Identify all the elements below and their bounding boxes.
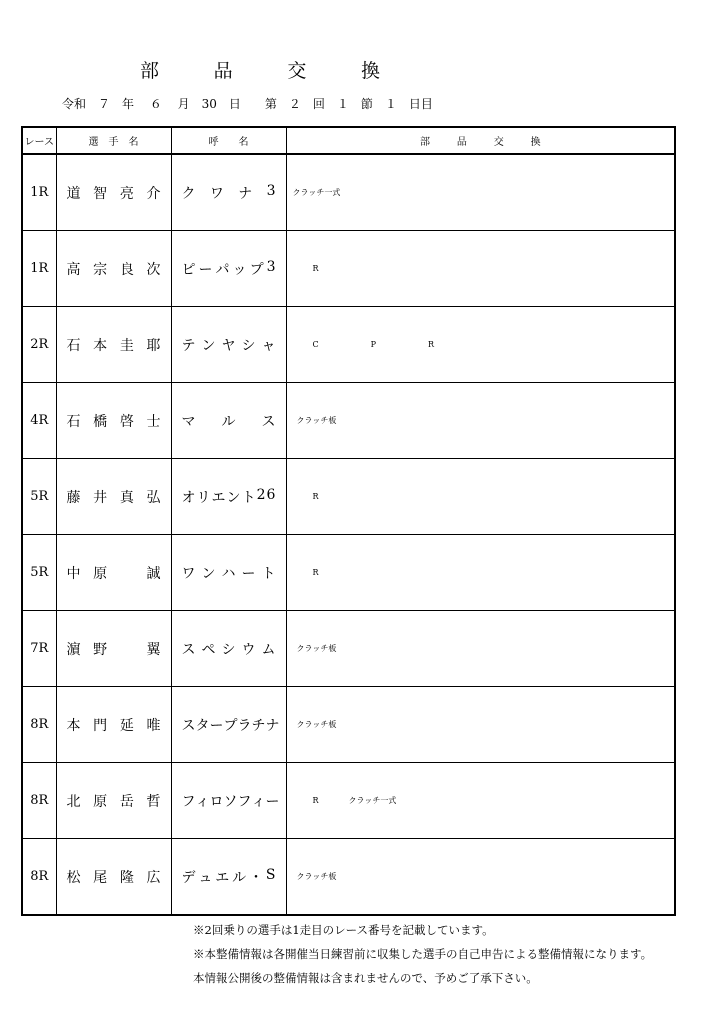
table-row (22, 611, 675, 687)
call-name (171, 154, 286, 231)
race-number: 5R (22, 459, 56, 535)
call-name-char: ウ (241, 641, 256, 658)
footnotes (193, 918, 652, 990)
player-name (56, 307, 171, 383)
race-number: 1R (22, 231, 56, 307)
call-name-char: ー (265, 793, 280, 810)
player-name-char: 尾 (93, 869, 108, 886)
player-name-char: 介 (146, 185, 161, 202)
call-name-char: シ (221, 641, 236, 658)
player-name-char: 野 (93, 641, 108, 658)
header-parts-exchange (286, 127, 675, 154)
table-row (22, 459, 675, 535)
call-name-char: 3 (266, 258, 276, 275)
call-name-char: テ (181, 337, 196, 354)
race-number: 7R (22, 611, 56, 687)
title-char: 部 (140, 60, 160, 82)
call-name-char: エ (215, 869, 230, 886)
player-name (56, 839, 171, 916)
call-name-char: ム (261, 641, 276, 658)
header-parts-char: 交 (493, 137, 504, 148)
parts-exchange (286, 383, 675, 459)
player-name-char: 北 (66, 793, 81, 810)
call-name-char: 2 (256, 486, 266, 503)
part-item: R (312, 492, 319, 501)
part-item: クラッチ板 (296, 720, 337, 729)
call-name-char: ペ (201, 641, 216, 658)
player-name-char: 中 (66, 565, 81, 582)
race-number: 2R (22, 307, 56, 383)
session-info: 令和 ７ 年 ６ 月 30 日 第 ２ 回 １ 節 １ 日目 (62, 97, 433, 111)
header-race: レース (22, 127, 56, 154)
call-name-char: ピ (181, 261, 196, 278)
call-name-char: マ (181, 413, 196, 430)
parts-exchange (286, 231, 675, 307)
player-name-char: 翼 (146, 641, 161, 658)
parts-exchange (286, 307, 675, 383)
player-name (56, 687, 171, 763)
player-name-char: 智 (93, 185, 108, 202)
table-row (22, 535, 675, 611)
player-name-char: 石 (66, 413, 81, 430)
parts-exchange (286, 687, 675, 763)
race-number: 8R (22, 687, 56, 763)
part-item: R (312, 568, 319, 577)
player-name-char: 延 (119, 717, 134, 734)
call-name-char: ワ (209, 185, 224, 202)
player-name (56, 383, 171, 459)
player-name (56, 535, 171, 611)
parts-exchange (286, 535, 675, 611)
parts-exchange (286, 154, 675, 231)
player-name-char: 本 (93, 337, 108, 354)
call-name-char: チ (251, 717, 266, 734)
player-name-char: 広 (146, 869, 161, 886)
header-parts-char: 品 (456, 137, 467, 148)
call-name-char: ル (232, 869, 247, 886)
title-char: 交 (287, 60, 307, 82)
title-char: 品 (213, 60, 233, 82)
player-name-char: 濵 (66, 641, 81, 658)
footnote-line: ※2回乗りの選手は1走目のレース番号を記載しています。 (193, 923, 494, 937)
player-name-char: 原 (93, 565, 108, 582)
call-name-char: ン (226, 489, 241, 506)
header-call-name: 呼 名 (171, 127, 286, 154)
part-item: クラッチ一式 (348, 796, 397, 805)
call-name-char: ュ (198, 869, 213, 886)
table-row (22, 154, 675, 231)
call-name (171, 459, 286, 535)
player-name (56, 763, 171, 839)
call-name-char: ナ (265, 717, 280, 734)
call-name-char: 3 (266, 182, 276, 199)
part-item: C (312, 340, 319, 349)
call-name-char: パ (215, 261, 230, 278)
part-item: R (312, 796, 319, 805)
call-name-char: エ (211, 489, 226, 506)
call-name-char: フ (181, 793, 196, 810)
player-name-char: 高 (66, 261, 81, 278)
player-name-char: 士 (146, 413, 161, 430)
part-item: クラッチ板 (296, 644, 337, 653)
call-name-char: オ (181, 489, 196, 506)
race-number: 8R (22, 763, 56, 839)
call-name-char: ャ (261, 337, 276, 354)
table-header-row (22, 127, 675, 154)
call-name-char: フ (237, 793, 252, 810)
call-name (171, 231, 286, 307)
call-name-char: ー (209, 717, 224, 734)
player-name-char: 宗 (93, 261, 108, 278)
table-row (22, 231, 675, 307)
race-number: 5R (22, 535, 56, 611)
part-item: P (370, 340, 377, 349)
player-name-char: 橋 (93, 413, 108, 430)
player-name-char: 圭 (119, 337, 134, 354)
call-name-char: ス (261, 413, 276, 430)
player-name-char: 岳 (119, 793, 134, 810)
call-name-char: プ (223, 717, 238, 734)
call-name-char: ル (221, 413, 236, 430)
call-name-char: ッ (232, 261, 247, 278)
call-name-char: ス (181, 717, 196, 734)
player-name-char: 隆 (119, 869, 134, 886)
footnote-line: ※本整備情報は各開催当日練習前に収集した選手の自己申告による整備情報になります。 (193, 947, 653, 961)
call-name-char: リ (196, 489, 211, 506)
call-name (171, 307, 286, 383)
call-name (171, 839, 286, 916)
call-name-char: シ (241, 337, 256, 354)
player-name-char: 藤 (66, 489, 81, 506)
player-name-char (120, 639, 134, 659)
call-name (171, 383, 286, 459)
call-name-char: ラ (237, 717, 252, 734)
part-item: R (312, 264, 319, 273)
player-name-char: 哲 (146, 793, 161, 810)
race-number: 4R (22, 383, 56, 459)
player-name-char: 亮 (119, 185, 134, 202)
part-item: R (428, 340, 435, 349)
part-item: クラッチ板 (296, 872, 337, 881)
player-name-char: 門 (93, 717, 108, 734)
header-player-name: 選 手 名 (56, 127, 171, 154)
call-name-char: ワ (181, 565, 196, 582)
call-name-char: プ (249, 261, 264, 278)
player-name (56, 231, 171, 307)
player-name-char: 本 (66, 717, 81, 734)
call-name-char: ト (241, 489, 256, 506)
player-name-char: 良 (119, 261, 134, 278)
call-name-char: ン (201, 337, 216, 354)
part-item: クラッチ一式 (292, 188, 341, 197)
call-name-char: 6 (266, 486, 276, 503)
call-name-char: ・ (249, 869, 263, 886)
call-name-char: ー (198, 261, 213, 278)
player-name-char (120, 563, 134, 583)
race-number: 8R (22, 839, 56, 916)
table-row (22, 763, 675, 839)
call-name (171, 535, 286, 611)
call-name-char: ン (201, 565, 216, 582)
parts-exchange (286, 611, 675, 687)
header-parts-char: 部 (419, 137, 430, 148)
player-name-char: 耶 (146, 337, 161, 354)
call-name-char: タ (195, 717, 210, 734)
call-name-char: ハ (221, 565, 236, 582)
call-name (171, 763, 286, 839)
call-name-char: ク (181, 185, 196, 202)
player-name-char: 井 (93, 489, 108, 506)
call-name-char: ス (181, 641, 196, 658)
call-name-char: デ (181, 869, 196, 886)
player-name-char: 真 (119, 489, 134, 506)
player-name (56, 459, 171, 535)
parts-exchange (286, 763, 675, 839)
call-name-char: ー (241, 565, 256, 582)
player-name-char: 石 (66, 337, 81, 354)
call-name-char: ソ (223, 793, 238, 810)
player-name-char: 誠 (146, 565, 161, 582)
page-title (140, 56, 380, 83)
call-name (171, 611, 286, 687)
call-name-char: ィ (195, 793, 210, 810)
parts-exchange (286, 459, 675, 535)
player-name-char: 道 (66, 185, 81, 202)
call-name-char: ナ (238, 185, 253, 202)
parts-exchange (286, 839, 675, 916)
table-row (22, 307, 675, 383)
player-name-char: 唯 (146, 717, 161, 734)
title-char: 換 (360, 60, 380, 82)
footnote-line: 本情報公開後の整備情報は含まれませんので、予めご了承下さい。 (193, 971, 538, 985)
call-name-char: ヤ (221, 337, 236, 354)
call-name-char: ロ (209, 793, 224, 810)
player-name (56, 154, 171, 231)
header-parts-char: 換 (530, 137, 541, 148)
call-name-char: ィ (251, 793, 266, 810)
table-row (22, 839, 675, 916)
call-name-char: ト (261, 565, 276, 582)
player-name-char: 弘 (146, 489, 161, 506)
player-name-char: 啓 (119, 413, 134, 430)
table-row (22, 383, 675, 459)
part-item: クラッチ板 (296, 416, 337, 425)
call-name (171, 687, 286, 763)
table-row (22, 687, 675, 763)
race-number: 1R (22, 154, 56, 231)
player-name (56, 611, 171, 687)
player-name-char: 原 (93, 793, 108, 810)
parts-exchange-table (21, 126, 676, 916)
player-name-char: 次 (146, 261, 161, 278)
call-name-char: S (265, 866, 276, 883)
player-name-char: 松 (66, 869, 81, 886)
